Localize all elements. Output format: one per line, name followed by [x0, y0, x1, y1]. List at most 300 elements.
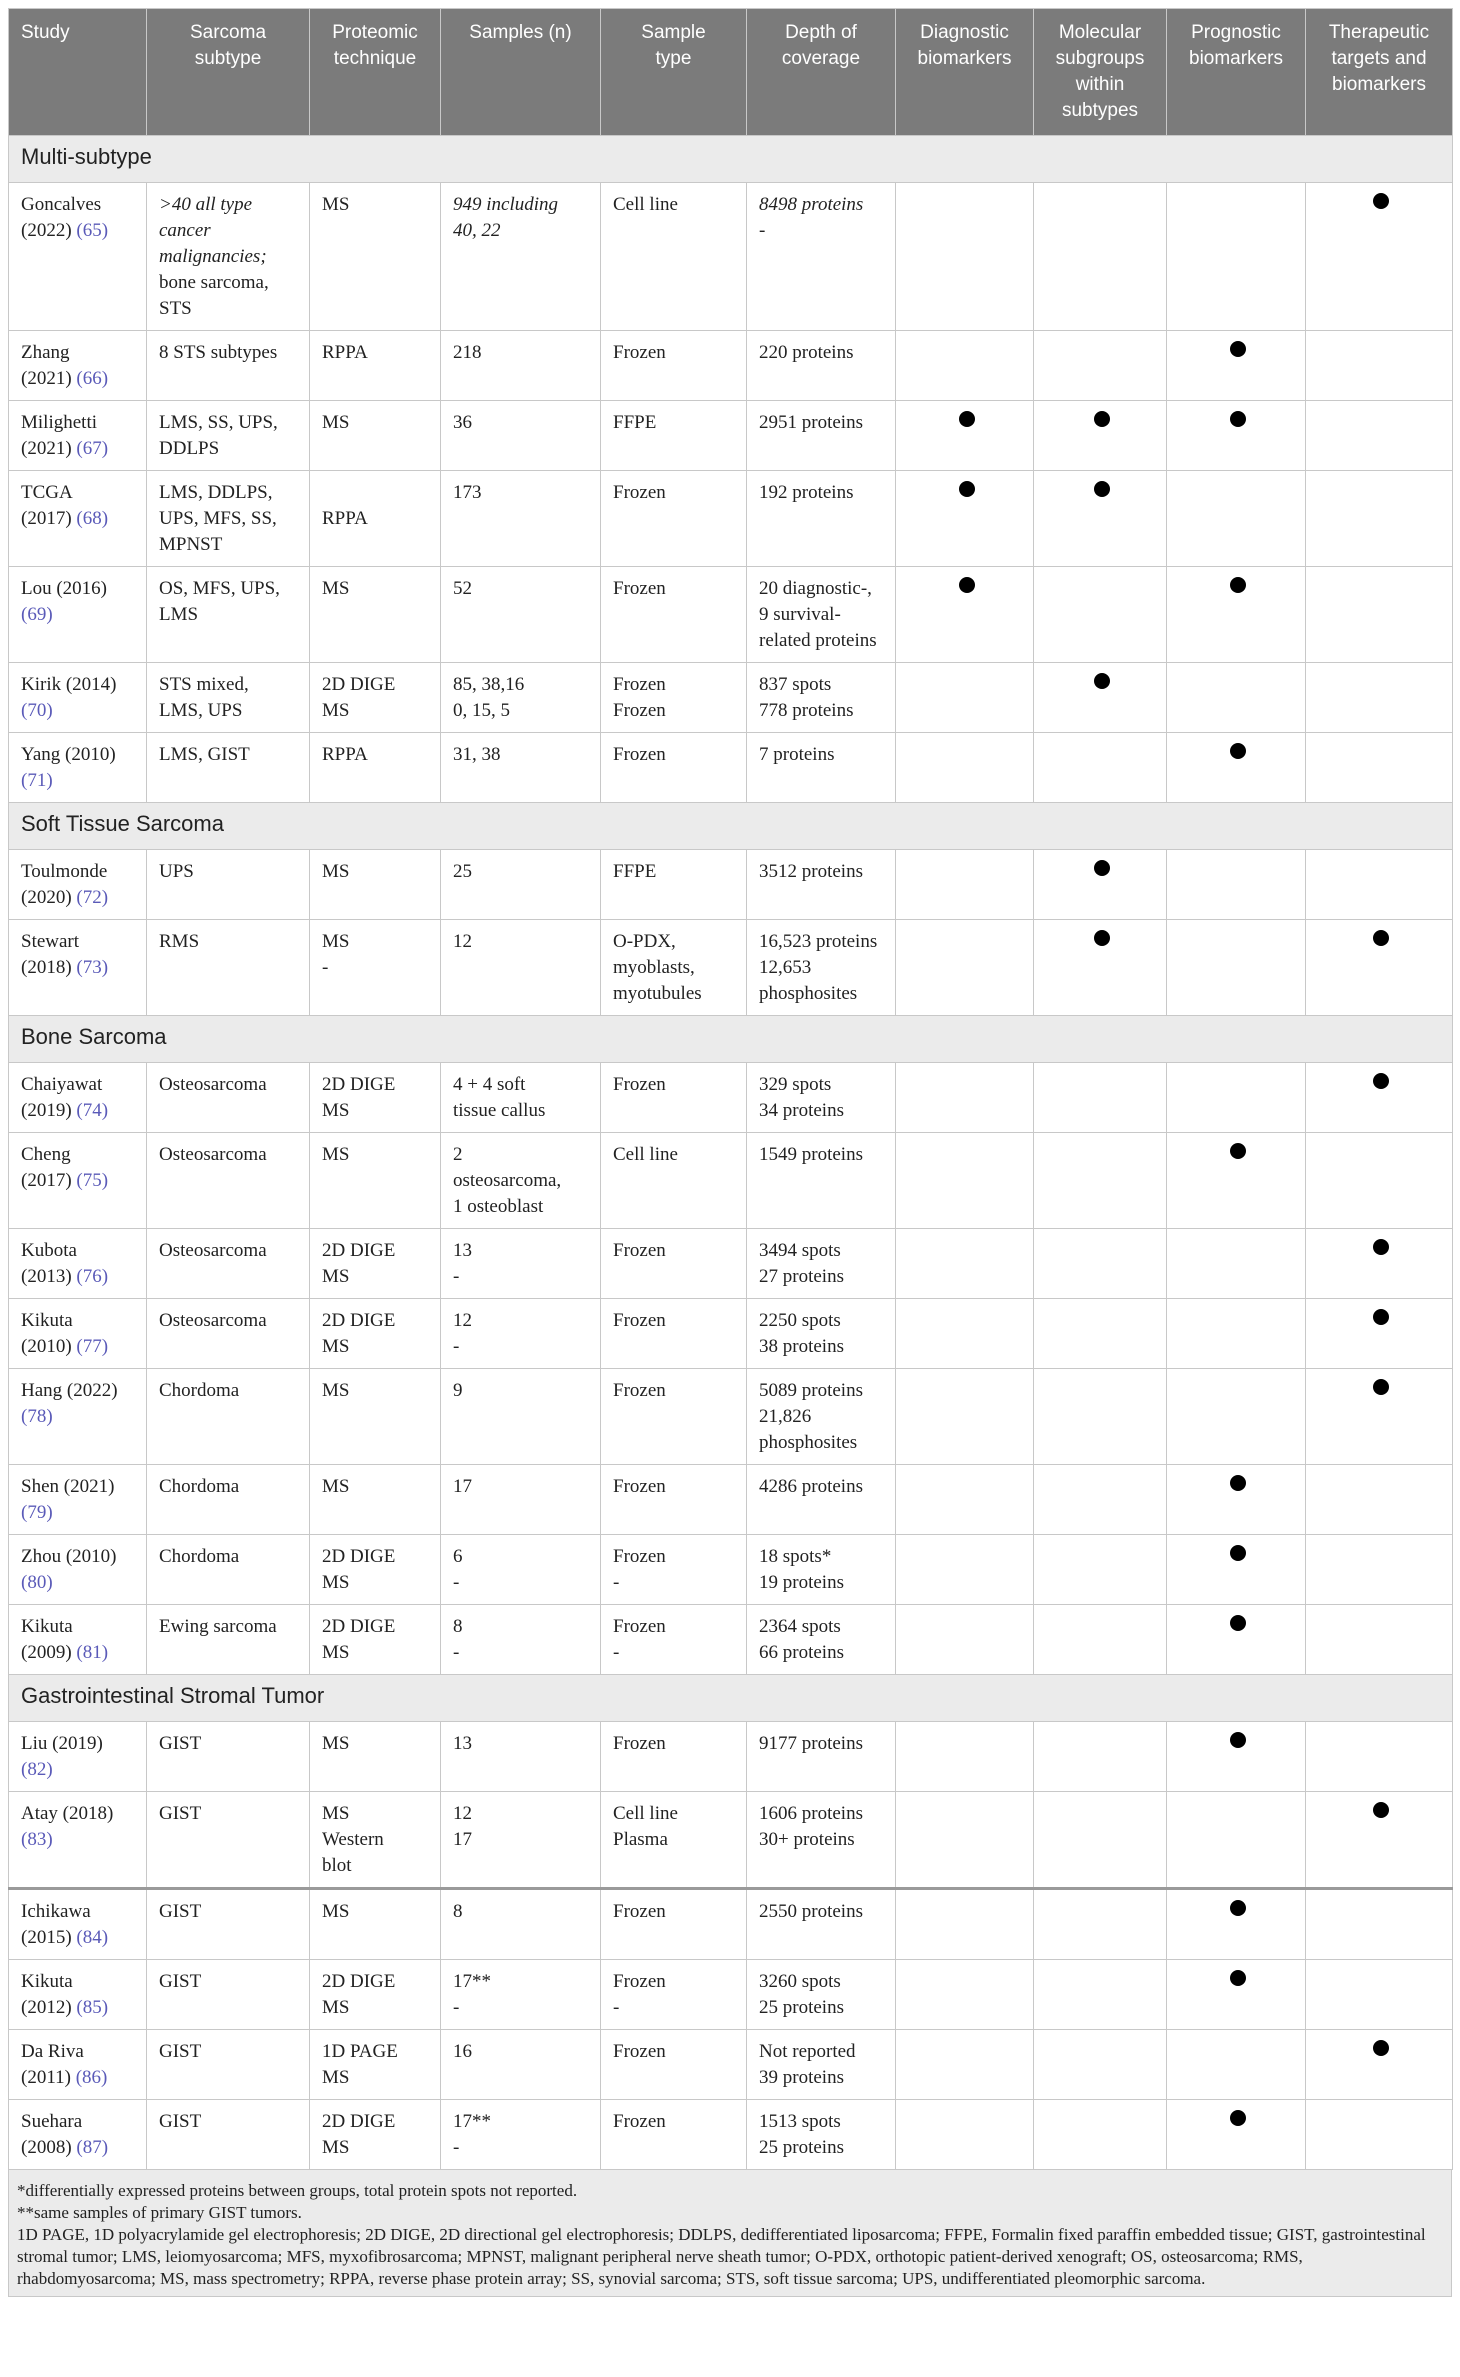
subtype-text: Osteosarcoma: [159, 1240, 267, 1261]
depth-text: 20 diagnostic-, 9 survival- related proteins: [759, 578, 877, 651]
sample-type-cell: [601, 471, 747, 567]
sample-type-text: Frozen: [613, 1476, 666, 1497]
prognostic-mark-cell: [1167, 567, 1306, 663]
table-row: [9, 1063, 1453, 1133]
table-row: [9, 2030, 1453, 2100]
samples-cell: [441, 733, 601, 803]
samples-text: 17: [453, 1476, 472, 1497]
diagnostic-mark-cell: [896, 1465, 1034, 1535]
subtype-text: GIST: [159, 2041, 202, 2062]
samples-text: 36: [453, 412, 472, 433]
header-sample-type: Sample type: [601, 9, 747, 136]
depth-cell: [747, 183, 896, 331]
samples-cell: [441, 1063, 601, 1133]
subtype-text: LMS, GIST: [159, 744, 250, 765]
samples-text: 12 -: [453, 1310, 472, 1357]
section-title: Gastrointestinal Stromal Tumor: [9, 1675, 1453, 1722]
technique-cell: [310, 331, 441, 401]
technique-cell: [310, 663, 441, 733]
study-name: Zhou (2010): [21, 1546, 117, 1567]
technique-cell: [310, 1722, 441, 1792]
subtype-text: Chordoma: [159, 1380, 240, 1401]
filled-circle-icon: [1094, 930, 1110, 946]
section-title: Multi-subtype: [9, 136, 1453, 183]
molecular-subgroups-mark-cell: [1034, 1535, 1167, 1605]
technique-cell: [310, 2100, 441, 2170]
subtype-text: STS mixed, LMS, UPS: [159, 674, 249, 721]
study-cell: [9, 1465, 147, 1535]
prognostic-mark-cell: [1167, 183, 1306, 331]
technique-cell: [310, 2030, 441, 2100]
samples-cell: [441, 1299, 601, 1369]
samples-cell: [441, 1133, 601, 1229]
footnote-abbreviations: 1D PAGE, 1D polyacrylamide gel electrophoresis; 2D DIGE, 2D directional gel electrophoresis; DDLPS, dedifferentiated liposarcoma; FFPE, Formalin fixed paraffin embedded tissue; GIST, gastrointestinal stromal tumor; LMS, leiomyosarcoma; MFS, myxofibrosarcoma; MPNST, malignant peripheral nerve sheath tumor; O-PDX, orthotopic patient-derived xenograft; OS, osteosarcoma; RMS, rhabdomyosarcoma; MS, mass spectrometry; RPPA, reverse phase protein array; SS, synovial sarcoma; STS, soft tissue sarcoma; UPS, undifferentiated pleomorphic sarcoma.: [17, 2225, 1426, 2288]
sample-type-cell: [601, 567, 747, 663]
sample-type-text: Cell line: [613, 194, 678, 215]
sample-type-text: FFPE: [613, 861, 657, 882]
depth-cell: [747, 2030, 896, 2100]
header-molecular-subgroups: Molecular subgroups within subtypes: [1034, 9, 1167, 136]
study-name: Ichikawa (2015): [21, 1901, 91, 1948]
study-cell: [9, 1722, 147, 1792]
table-row: [9, 1605, 1453, 1675]
molecular-subgroups-mark-cell: [1034, 1722, 1167, 1792]
therapeutic-mark-cell: [1306, 920, 1453, 1016]
filled-circle-icon: [1230, 411, 1246, 427]
subtype-text: OS, MFS, UPS, LMS: [159, 578, 280, 625]
subtype-text-rest: bone sarcoma, STS: [159, 272, 269, 319]
subtype-cell: [147, 401, 310, 471]
study-cell: [9, 663, 147, 733]
technique-cell: [310, 1535, 441, 1605]
table-row: [9, 471, 1453, 567]
table-footnotes: [8, 2170, 1452, 2297]
header-row: [9, 9, 1453, 136]
depth-cell: [747, 1299, 896, 1369]
table-row: [9, 1792, 1453, 1889]
reference-link[interactable]: (81): [76, 1642, 109, 1663]
table-body: [9, 136, 1453, 2170]
technique-cell: [310, 733, 441, 803]
diagnostic-mark-cell: [896, 1605, 1034, 1675]
sample-type-cell: [601, 850, 747, 920]
study-name: Kikuta (2012): [21, 1971, 73, 2018]
prognostic-mark-cell: [1167, 471, 1306, 567]
study-cell: [9, 2100, 147, 2170]
reference-link[interactable]: (84): [76, 1927, 109, 1948]
prognostic-mark-cell: [1167, 1960, 1306, 2030]
samples-cell: [441, 1792, 601, 1889]
reference-link[interactable]: (80): [21, 1572, 53, 1593]
prognostic-mark-cell: [1167, 1535, 1306, 1605]
technique-cell: [310, 1063, 441, 1133]
diagnostic-mark-cell: [896, 1889, 1034, 1960]
subtype-cell: [147, 2030, 310, 2100]
subtype-cell: [147, 2100, 310, 2170]
depth-cell: [747, 1792, 896, 1889]
filled-circle-icon: [1373, 1309, 1389, 1325]
diagnostic-mark-cell: [896, 1792, 1034, 1889]
sample-type-cell: [601, 1605, 747, 1675]
study-name: Goncalves (2022): [21, 194, 102, 241]
technique-text: 2D DIGE MS: [322, 1310, 396, 1357]
filled-circle-icon: [1230, 743, 1246, 759]
samples-cell: [441, 183, 601, 331]
diagnostic-mark-cell: [896, 1133, 1034, 1229]
subtype-text: GIST: [159, 2111, 202, 2132]
sample-type-text: Frozen -: [613, 1616, 666, 1663]
molecular-subgroups-mark-cell: [1034, 1063, 1167, 1133]
table-row: [9, 663, 1453, 733]
subtype-cell: [147, 1605, 310, 1675]
molecular-subgroups-mark-cell: [1034, 2030, 1167, 2100]
subtype-cell: [147, 567, 310, 663]
depth-cell: [747, 1535, 896, 1605]
sample-type-cell: [601, 1960, 747, 2030]
reference-link[interactable]: (66): [76, 368, 109, 389]
subtype-text: Chordoma: [159, 1546, 240, 1567]
diagnostic-mark-cell: [896, 401, 1034, 471]
samples-text: 31, 38: [453, 744, 501, 765]
filled-circle-icon: [1230, 1615, 1246, 1631]
sample-type-cell: [601, 920, 747, 1016]
subtype-cell: [147, 920, 310, 1016]
depth-text: 9177 proteins: [759, 1733, 863, 1754]
depth-cell: [747, 401, 896, 471]
depth-cell: [747, 850, 896, 920]
study-cell: [9, 567, 147, 663]
sample-type-cell: [601, 1889, 747, 1960]
filled-circle-icon: [1230, 577, 1246, 593]
subtype-text: 8 STS subtypes: [159, 342, 278, 363]
prognostic-mark-cell: [1167, 1229, 1306, 1299]
diagnostic-mark-cell: [896, 471, 1034, 567]
diagnostic-mark-cell: [896, 2100, 1034, 2170]
filled-circle-icon: [1230, 1545, 1246, 1561]
study-name: Chaiyawat (2019): [21, 1074, 103, 1121]
header-samples: Samples (n): [441, 9, 601, 136]
subtype-cell: [147, 1133, 310, 1229]
diagnostic-mark-cell: [896, 1722, 1034, 1792]
technique-text: 2D DIGE MS: [322, 1074, 396, 1121]
sample-type-cell: [601, 733, 747, 803]
molecular-subgroups-mark-cell: [1034, 850, 1167, 920]
samples-cell: [441, 1369, 601, 1465]
technique-text: MS Western blot: [322, 1803, 384, 1876]
depth-text: 18 spots* 19 proteins: [759, 1546, 844, 1593]
prognostic-mark-cell: [1167, 733, 1306, 803]
filled-circle-icon: [1094, 411, 1110, 427]
samples-text: 8: [453, 1901, 463, 1922]
therapeutic-mark-cell: [1306, 663, 1453, 733]
depth-text: 2250 spots 38 proteins: [759, 1310, 844, 1357]
reference-link[interactable]: (79): [21, 1502, 53, 1523]
diagnostic-mark-cell: [896, 2030, 1034, 2100]
molecular-subgroups-mark-cell: [1034, 1299, 1167, 1369]
section-title: Soft Tissue Sarcoma: [9, 803, 1453, 850]
reference-link[interactable]: (73): [76, 957, 109, 978]
therapeutic-mark-cell: [1306, 1133, 1453, 1229]
technique-text: MS: [322, 861, 350, 882]
subtype-text: Ewing sarcoma: [159, 1616, 277, 1637]
filled-circle-icon: [1373, 2040, 1389, 2056]
subtype-cell: [147, 1792, 310, 1889]
molecular-subgroups-mark-cell: [1034, 471, 1167, 567]
technique-text: MS: [322, 1476, 350, 1497]
reference-link[interactable]: (75): [76, 1170, 109, 1191]
subtype-cell: [147, 1229, 310, 1299]
study-cell: [9, 1535, 147, 1605]
reference-link[interactable]: (71): [21, 770, 53, 791]
technique-text: MS: [322, 1901, 350, 1922]
subtype-cell: [147, 471, 310, 567]
prognostic-mark-cell: [1167, 1605, 1306, 1675]
sample-type-text: Frozen: [613, 1901, 666, 1922]
depth-cell: [747, 1369, 896, 1465]
technique-text: MS: [322, 194, 350, 215]
technique-text: 2D DIGE MS: [322, 1240, 396, 1287]
reference-link[interactable]: (69): [21, 604, 53, 625]
filled-circle-icon: [959, 481, 975, 497]
table-row: [9, 2100, 1453, 2170]
study-name: Kirik (2014): [21, 674, 117, 695]
study-name: Da Riva (2011): [21, 2041, 84, 2088]
reference-link[interactable]: (74): [76, 1100, 109, 1121]
sample-type-cell: [601, 331, 747, 401]
diagnostic-mark-cell: [896, 1535, 1034, 1605]
study-cell: [9, 331, 147, 401]
molecular-subgroups-mark-cell: [1034, 567, 1167, 663]
samples-text: 2 osteosarcoma, 1 osteoblast: [453, 1144, 562, 1217]
samples-cell: [441, 850, 601, 920]
depth-cell: [747, 1960, 896, 2030]
study-name: Zhang (2021): [21, 342, 72, 389]
prognostic-mark-cell: [1167, 1465, 1306, 1535]
subtype-cell: [147, 1465, 310, 1535]
depth-text: 1513 spots 25 proteins: [759, 2111, 844, 2158]
reference-link[interactable]: (86): [75, 2067, 108, 2088]
sample-type-text: Frozen: [613, 578, 666, 599]
study-name: Kubota (2013): [21, 1240, 77, 1287]
technique-cell: [310, 1133, 441, 1229]
sample-type-text: Frozen: [613, 1380, 666, 1401]
prognostic-mark-cell: [1167, 1063, 1306, 1133]
subtype-cell: [147, 183, 310, 331]
reference-link[interactable]: (85): [76, 1997, 109, 2018]
depth-text: 3494 spots 27 proteins: [759, 1240, 844, 1287]
technique-text: 2D DIGE MS: [322, 1616, 396, 1663]
diagnostic-mark-cell: [896, 331, 1034, 401]
therapeutic-mark-cell: [1306, 1229, 1453, 1299]
molecular-subgroups-mark-cell: [1034, 1229, 1167, 1299]
diagnostic-mark-cell: [896, 733, 1034, 803]
table-row: [9, 1535, 1453, 1605]
study-cell: [9, 1792, 147, 1889]
samples-cell: [441, 1889, 601, 1960]
depth-cell: [747, 663, 896, 733]
reference-link[interactable]: (65): [76, 220, 109, 241]
filled-circle-icon: [1230, 1143, 1246, 1159]
technique-cell: [310, 471, 441, 567]
subtype-text: >40 all type cancer malignancies;: [159, 194, 267, 267]
technique-text: RPPA: [322, 744, 368, 765]
samples-cell: [441, 471, 601, 567]
molecular-subgroups-mark-cell: [1034, 331, 1167, 401]
study-cell: [9, 1063, 147, 1133]
subtype-cell: [147, 733, 310, 803]
proteomics-table-figure: [8, 8, 1452, 2297]
study-name: Hang (2022): [21, 1380, 118, 1401]
molecular-subgroups-mark-cell: [1034, 1605, 1167, 1675]
technique-text: 2D DIGE MS: [322, 2111, 396, 2158]
technique-cell: [310, 1605, 441, 1675]
samples-text: 218: [453, 342, 482, 363]
depth-cell: [747, 733, 896, 803]
depth-cell: [747, 920, 896, 1016]
table-row: [9, 1960, 1453, 2030]
sample-type-cell: [601, 1063, 747, 1133]
samples-cell: [441, 2100, 601, 2170]
subtype-text: GIST: [159, 1733, 202, 1754]
reference-link[interactable]: (72): [76, 887, 109, 908]
subtype-cell: [147, 1369, 310, 1465]
subtype-text: RMS: [159, 931, 200, 952]
diagnostic-mark-cell: [896, 1229, 1034, 1299]
study-cell: [9, 1605, 147, 1675]
header-therapeutic-targets: Therapeutic targets and biomarkers: [1306, 9, 1453, 136]
footnote-1: *differentially expressed proteins between groups, total protein spots not reported.: [17, 2181, 578, 2200]
header-sarcoma-subtype: Sarcoma subtype: [147, 9, 310, 136]
depth-text: 192 proteins: [759, 482, 854, 503]
reference-link[interactable]: (83): [21, 1829, 53, 1850]
diagnostic-mark-cell: [896, 1299, 1034, 1369]
technique-cell: [310, 1299, 441, 1369]
technique-cell: [310, 401, 441, 471]
depth-text: 837 spots 778 proteins: [759, 674, 854, 721]
depth-cell: [747, 1133, 896, 1229]
molecular-subgroups-mark-cell: [1034, 401, 1167, 471]
therapeutic-mark-cell: [1306, 1722, 1453, 1792]
study-cell: [9, 1133, 147, 1229]
samples-cell: [441, 1605, 601, 1675]
sample-type-cell: [601, 1133, 747, 1229]
section-title: Bone Sarcoma: [9, 1016, 1453, 1063]
study-name: TCGA (2017): [21, 482, 73, 529]
subtype-cell: [147, 1889, 310, 1960]
filled-circle-icon: [1230, 1900, 1246, 1916]
table-row: [9, 1229, 1453, 1299]
subtype-cell: [147, 1063, 310, 1133]
study-cell: [9, 920, 147, 1016]
subtype-text: LMS, SS, UPS, DDLPS: [159, 412, 278, 459]
prognostic-mark-cell: [1167, 1299, 1306, 1369]
technique-text: 2D DIGE MS: [322, 674, 396, 721]
subtype-text: Osteosarcoma: [159, 1144, 267, 1165]
depth-text: 2550 proteins: [759, 1901, 863, 1922]
subtype-cell: [147, 850, 310, 920]
table-row: [9, 1889, 1453, 1960]
subtype-cell: [147, 331, 310, 401]
depth-text: 1549 proteins: [759, 1144, 863, 1165]
therapeutic-mark-cell: [1306, 1465, 1453, 1535]
section-row: [9, 1016, 1453, 1063]
therapeutic-mark-cell: [1306, 2100, 1453, 2170]
sample-type-text: Cell line Plasma: [613, 1803, 678, 1850]
technique-cell: [310, 920, 441, 1016]
samples-text: 16: [453, 2041, 472, 2062]
subtype-text: UPS: [159, 861, 194, 882]
molecular-subgroups-mark-cell: [1034, 920, 1167, 1016]
filled-circle-icon: [1230, 341, 1246, 357]
filled-circle-icon: [1373, 1379, 1389, 1395]
reference-link[interactable]: (78): [21, 1406, 53, 1427]
samples-text: 25: [453, 861, 472, 882]
molecular-subgroups-mark-cell: [1034, 2100, 1167, 2170]
subtype-text: LMS, DDLPS, UPS, MFS, SS, MPNST: [159, 482, 277, 555]
prognostic-mark-cell: [1167, 1133, 1306, 1229]
reference-link[interactable]: (70): [21, 700, 53, 721]
depth-cell: [747, 1889, 896, 1960]
therapeutic-mark-cell: [1306, 471, 1453, 567]
depth-text: Not reported 39 proteins: [759, 2041, 856, 2088]
therapeutic-mark-cell: [1306, 1369, 1453, 1465]
depth-text: 7 proteins: [759, 744, 835, 765]
filled-circle-icon: [1373, 1239, 1389, 1255]
sample-type-cell: [601, 1722, 747, 1792]
reference-link[interactable]: (82): [21, 1759, 53, 1780]
sample-type-cell: [601, 1299, 747, 1369]
prognostic-mark-cell: [1167, 1722, 1306, 1792]
sarcoma-proteomics-table: [8, 8, 1453, 2170]
diagnostic-mark-cell: [896, 1960, 1034, 2030]
study-name: Liu (2019): [21, 1733, 103, 1754]
diagnostic-mark-cell: [896, 850, 1034, 920]
prognostic-mark-cell: [1167, 331, 1306, 401]
study-cell: [9, 850, 147, 920]
depth-text: 4286 proteins: [759, 1476, 863, 1497]
depth-text: 2364 spots 66 proteins: [759, 1616, 844, 1663]
reference-link[interactable]: (76): [76, 1266, 109, 1287]
study-name: Toulmonde (2020): [21, 861, 108, 908]
samples-text: 13 -: [453, 1240, 472, 1287]
subtype-text: Osteosarcoma: [159, 1074, 267, 1095]
diagnostic-mark-cell: [896, 1369, 1034, 1465]
study-name: Atay (2018): [21, 1803, 114, 1824]
therapeutic-mark-cell: [1306, 567, 1453, 663]
reference-link[interactable]: (77): [76, 1336, 109, 1357]
prognostic-mark-cell: [1167, 2030, 1306, 2100]
study-name: Cheng (2017): [21, 1144, 72, 1191]
prognostic-mark-cell: [1167, 1889, 1306, 1960]
filled-circle-icon: [1373, 1802, 1389, 1818]
table-row: [9, 567, 1453, 663]
technique-cell: [310, 1465, 441, 1535]
samples-text: 17** -: [453, 2111, 491, 2158]
reference-link[interactable]: (87): [76, 2137, 109, 2158]
section-row: [9, 1675, 1453, 1722]
subtype-cell: [147, 1535, 310, 1605]
sample-type-text: Frozen -: [613, 1971, 666, 2018]
technique-cell: [310, 183, 441, 331]
depth-cell: [747, 1722, 896, 1792]
samples-text: 52: [453, 578, 472, 599]
molecular-subgroups-mark-cell: [1034, 1465, 1167, 1535]
reference-link[interactable]: (68): [76, 508, 109, 529]
reference-link[interactable]: (67): [76, 438, 109, 459]
sample-type-cell: [601, 401, 747, 471]
header-study: Study: [9, 9, 147, 136]
header-diagnostic-biomarkers: Diagnostic biomarkers: [896, 9, 1034, 136]
